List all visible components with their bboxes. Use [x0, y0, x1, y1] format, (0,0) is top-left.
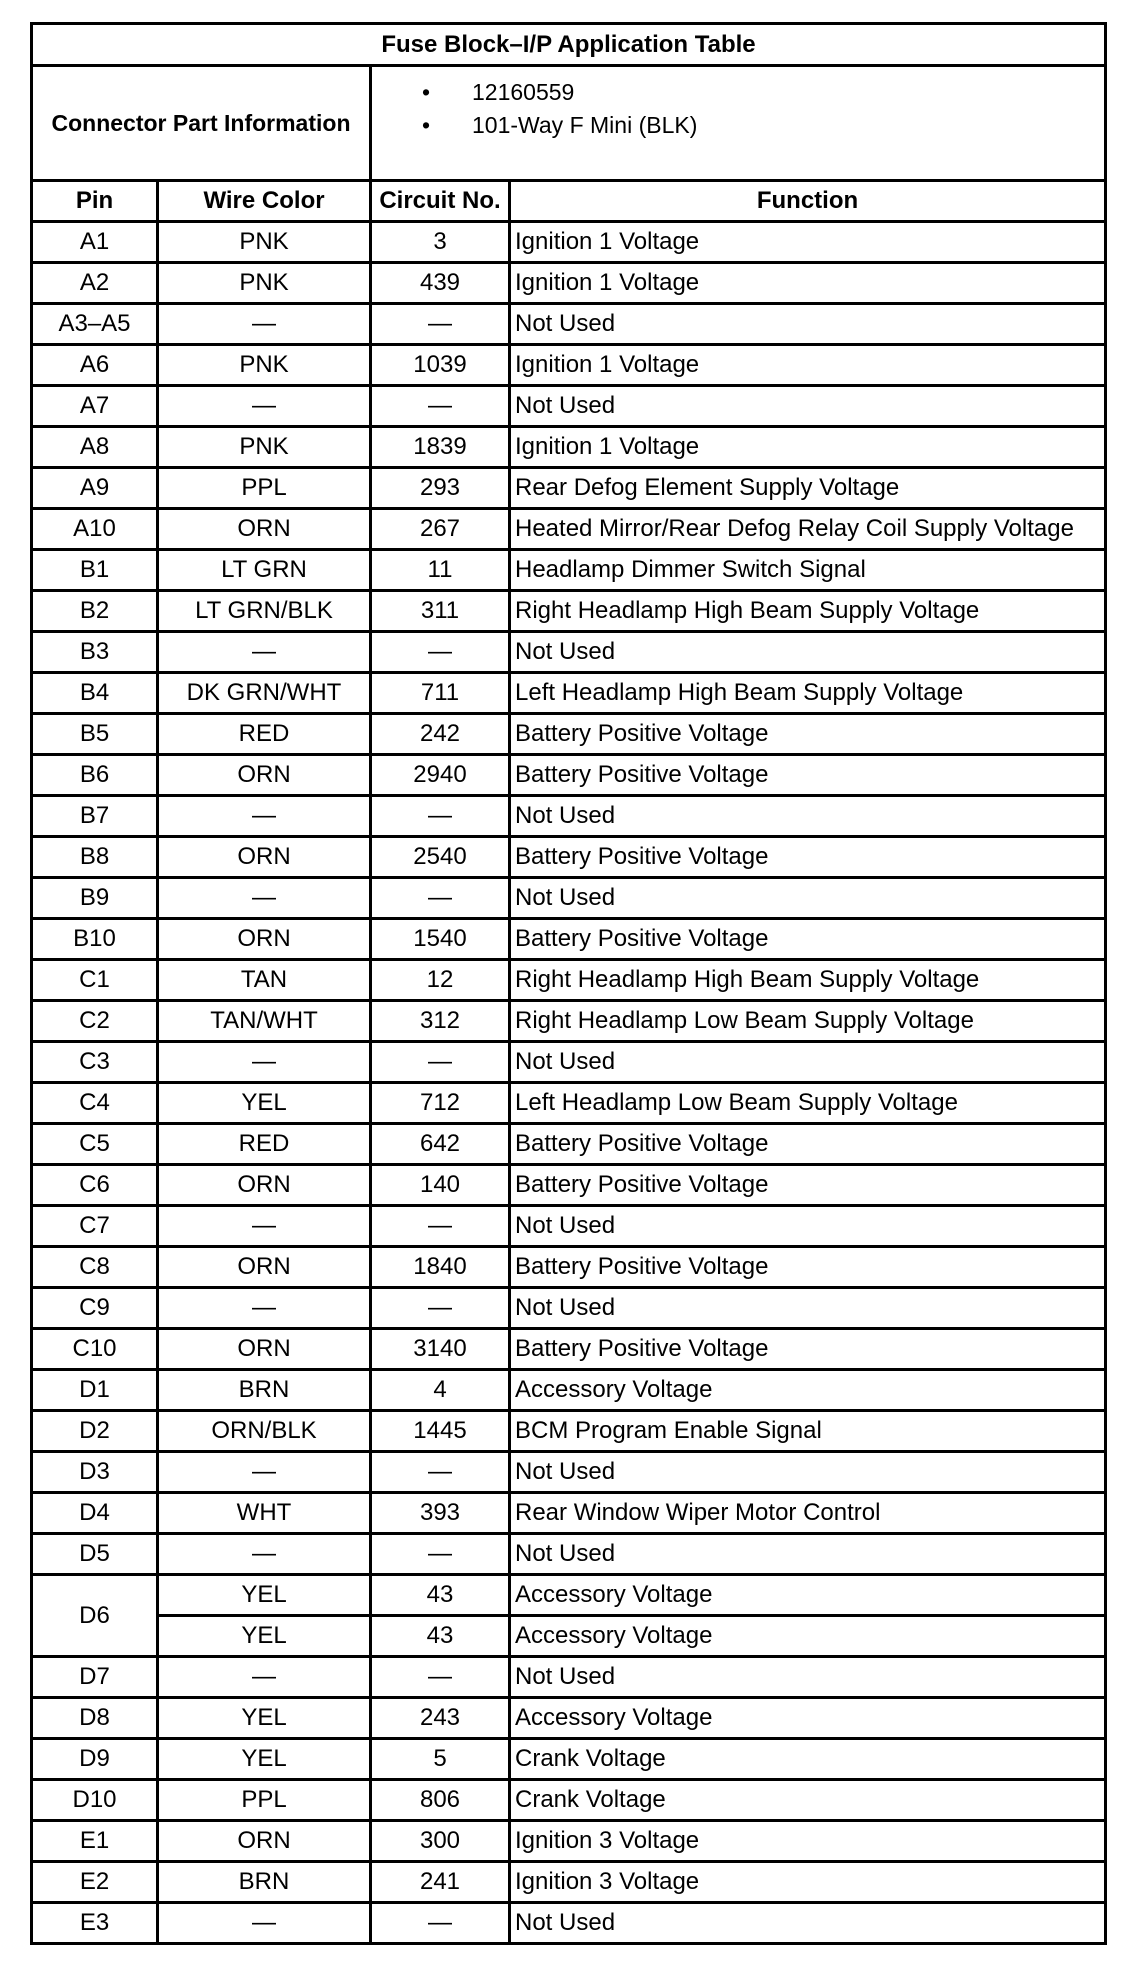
- circuit-number-cell: 1039: [371, 345, 510, 386]
- table-row: [32, 673, 1106, 714]
- circuit-number-cell: 712: [371, 1083, 510, 1124]
- circuit-number-cell: 11: [371, 550, 510, 591]
- circuit-number-cell: 806: [371, 1780, 510, 1821]
- circuit-number-cell: —: [371, 1452, 510, 1493]
- wire-color-cell: YEL: [158, 1739, 371, 1780]
- circuit-number-cell: 293: [371, 468, 510, 509]
- table-row: [32, 919, 1106, 960]
- table-row: [32, 1288, 1106, 1329]
- pin-cell: A7: [32, 386, 158, 427]
- table-row: [32, 837, 1106, 878]
- pin-cell: D8: [32, 1698, 158, 1739]
- wire-color-cell: YEL: [158, 1083, 371, 1124]
- table-row: [32, 468, 1106, 509]
- circuit-number-cell: 1839: [371, 427, 510, 468]
- wire-color-cell: PNK: [158, 345, 371, 386]
- circuit-number-cell: 3140: [371, 1329, 510, 1370]
- pin-cell: B9: [32, 878, 158, 919]
- table-row: [32, 427, 1106, 468]
- table-row: [32, 796, 1106, 837]
- wire-color-cell: BRN: [158, 1862, 371, 1903]
- wire-color-cell: LT GRN: [158, 550, 371, 591]
- connector-part-info: [371, 66, 1106, 181]
- function-cell: Right Headlamp Low Beam Supply Voltage: [510, 1001, 1106, 1042]
- pin-cell: E1: [32, 1821, 158, 1862]
- circuit-number-cell: —: [371, 1206, 510, 1247]
- wire-color-cell: —: [158, 1452, 371, 1493]
- circuit-number-cell: 43: [371, 1575, 510, 1616]
- wire-color-cell: TAN/WHT: [158, 1001, 371, 1042]
- wire-color-cell: ORN/BLK: [158, 1411, 371, 1452]
- circuit-number-cell: —: [371, 1657, 510, 1698]
- circuit-number-cell: 439: [371, 263, 510, 304]
- circuit-number-cell: 241: [371, 1862, 510, 1903]
- pin-cell: C2: [32, 1001, 158, 1042]
- table-row: [32, 960, 1106, 1001]
- table-row: [32, 1534, 1106, 1575]
- wire-color-cell: YEL: [158, 1616, 371, 1657]
- wire-color-cell: —: [158, 632, 371, 673]
- function-cell: Ignition 1 Voltage: [510, 222, 1106, 263]
- wire-color-cell: —: [158, 1206, 371, 1247]
- pin-cell: A9: [32, 468, 158, 509]
- function-cell: Not Used: [510, 1903, 1106, 1944]
- table-row: [32, 1083, 1106, 1124]
- pin-cell: B4: [32, 673, 158, 714]
- function-cell: Battery Positive Voltage: [510, 1329, 1106, 1370]
- pin-cell: C6: [32, 1165, 158, 1206]
- pin-cell: C4: [32, 1083, 158, 1124]
- table-row: [32, 1001, 1106, 1042]
- circuit-number-cell: 1445: [371, 1411, 510, 1452]
- wire-color-cell: —: [158, 1903, 371, 1944]
- wire-color-cell: YEL: [158, 1575, 371, 1616]
- connector-part-label: Connector Part Information: [32, 66, 371, 181]
- wire-color-cell: —: [158, 1534, 371, 1575]
- pin-cell: D7: [32, 1657, 158, 1698]
- circuit-number-cell: 5: [371, 1739, 510, 1780]
- pin-cell: C1: [32, 960, 158, 1001]
- circuit-number-cell: —: [371, 304, 510, 345]
- wire-color-cell: LT GRN/BLK: [158, 591, 371, 632]
- function-cell: Battery Positive Voltage: [510, 1124, 1106, 1165]
- function-cell: Accessory Voltage: [510, 1575, 1106, 1616]
- pin-cell: B3: [32, 632, 158, 673]
- circuit-number-cell: —: [371, 632, 510, 673]
- table-row: [32, 386, 1106, 427]
- wire-color-cell: ORN: [158, 1165, 371, 1206]
- column-header-function: Function: [510, 181, 1106, 222]
- table-title: Fuse Block–I/P Application Table: [32, 24, 1106, 66]
- function-cell: Not Used: [510, 1288, 1106, 1329]
- wire-color-cell: PNK: [158, 222, 371, 263]
- table-row: [32, 1821, 1106, 1862]
- function-cell: Accessory Voltage: [510, 1370, 1106, 1411]
- fuse-block-table: [30, 22, 1107, 1945]
- pin-cell: A2: [32, 263, 158, 304]
- function-cell: Left Headlamp Low Beam Supply Voltage: [510, 1083, 1106, 1124]
- pin-cell: A8: [32, 427, 158, 468]
- wire-color-cell: BRN: [158, 1370, 371, 1411]
- connector-part-number: • 12160559: [422, 81, 1104, 104]
- function-cell: Not Used: [510, 386, 1106, 427]
- circuit-number-cell: 642: [371, 1124, 510, 1165]
- circuit-number-cell: 312: [371, 1001, 510, 1042]
- pin-cell: C10: [32, 1329, 158, 1370]
- pin-cell: B2: [32, 591, 158, 632]
- connector-info-list: [422, 81, 1104, 137]
- wire-color-cell: ORN: [158, 1329, 371, 1370]
- function-cell: Crank Voltage: [510, 1739, 1106, 1780]
- pin-cell: C5: [32, 1124, 158, 1165]
- wire-color-cell: —: [158, 1657, 371, 1698]
- circuit-number-cell: 393: [371, 1493, 510, 1534]
- function-cell: BCM Program Enable Signal: [510, 1411, 1106, 1452]
- pin-cell: B10: [32, 919, 158, 960]
- table-row: [32, 1657, 1106, 1698]
- wire-color-cell: PPL: [158, 468, 371, 509]
- circuit-number-cell: 711: [371, 673, 510, 714]
- wire-color-cell: —: [158, 878, 371, 919]
- column-header-pin: Pin: [32, 181, 158, 222]
- wire-color-cell: ORN: [158, 919, 371, 960]
- function-cell: Ignition 1 Voltage: [510, 427, 1106, 468]
- function-cell: Battery Positive Voltage: [510, 919, 1106, 960]
- table-row: [32, 1411, 1106, 1452]
- circuit-number-cell: 1540: [371, 919, 510, 960]
- wire-color-cell: —: [158, 796, 371, 837]
- function-cell: Accessory Voltage: [510, 1698, 1106, 1739]
- wire-color-cell: —: [158, 1042, 371, 1083]
- circuit-number-cell: 243: [371, 1698, 510, 1739]
- circuit-number-cell: —: [371, 878, 510, 919]
- function-cell: Ignition 1 Voltage: [510, 345, 1106, 386]
- table-row: [32, 1903, 1106, 1944]
- pin-cell: A10: [32, 509, 158, 550]
- column-header-wire-color: Wire Color: [158, 181, 371, 222]
- pin-cell: A6: [32, 345, 158, 386]
- pin-cell: B6: [32, 755, 158, 796]
- function-cell: Accessory Voltage: [510, 1616, 1106, 1657]
- function-cell: Battery Positive Voltage: [510, 837, 1106, 878]
- circuit-number-cell: 2540: [371, 837, 510, 878]
- pin-cell: B8: [32, 837, 158, 878]
- table-row: [32, 304, 1106, 345]
- table-row: [32, 1124, 1106, 1165]
- function-cell: Not Used: [510, 1042, 1106, 1083]
- connector-type: • 101-Way F Mini (BLK): [422, 114, 1104, 137]
- wire-color-cell: ORN: [158, 837, 371, 878]
- table-row: [32, 1575, 1106, 1616]
- table-row: [32, 1862, 1106, 1903]
- table-row: [32, 1247, 1106, 1288]
- wire-color-cell: ORN: [158, 1821, 371, 1862]
- pin-cell: A1: [32, 222, 158, 263]
- pin-cell: D6: [32, 1575, 158, 1657]
- circuit-number-cell: 12: [371, 960, 510, 1001]
- function-cell: Not Used: [510, 1657, 1106, 1698]
- pin-cell: D3: [32, 1452, 158, 1493]
- circuit-number-cell: 311: [371, 591, 510, 632]
- function-cell: Not Used: [510, 304, 1106, 345]
- wire-color-cell: WHT: [158, 1493, 371, 1534]
- function-cell: Ignition 3 Voltage: [510, 1821, 1106, 1862]
- function-cell: Right Headlamp High Beam Supply Voltage: [510, 591, 1106, 632]
- circuit-number-cell: —: [371, 796, 510, 837]
- wire-color-cell: RED: [158, 1124, 371, 1165]
- function-cell: Ignition 1 Voltage: [510, 263, 1106, 304]
- function-cell: Battery Positive Voltage: [510, 755, 1106, 796]
- function-cell: Rear Defog Element Supply Voltage: [510, 468, 1106, 509]
- pin-cell: B7: [32, 796, 158, 837]
- column-header-circuit-no: Circuit No.: [371, 181, 510, 222]
- function-cell: Heated Mirror/Rear Defog Relay Coil Supply Voltage: [510, 509, 1106, 550]
- circuit-number-cell: 43: [371, 1616, 510, 1657]
- pin-cell: D2: [32, 1411, 158, 1452]
- pin-cell: C7: [32, 1206, 158, 1247]
- table-row: [32, 714, 1106, 755]
- table-row: [32, 1329, 1106, 1370]
- table-row: [32, 345, 1106, 386]
- wire-color-cell: ORN: [158, 755, 371, 796]
- table-row: [32, 1165, 1106, 1206]
- pin-cell: C8: [32, 1247, 158, 1288]
- function-cell: Rear Window Wiper Motor Control: [510, 1493, 1106, 1534]
- circuit-number-cell: —: [371, 1288, 510, 1329]
- circuit-number-cell: 4: [371, 1370, 510, 1411]
- circuit-number-cell: —: [371, 1042, 510, 1083]
- function-cell: Left Headlamp High Beam Supply Voltage: [510, 673, 1106, 714]
- function-cell: Not Used: [510, 878, 1106, 919]
- circuit-number-cell: 242: [371, 714, 510, 755]
- function-cell: Not Used: [510, 1534, 1106, 1575]
- pin-cell: D1: [32, 1370, 158, 1411]
- circuit-number-cell: 3: [371, 222, 510, 263]
- pin-cell: D9: [32, 1739, 158, 1780]
- wire-color-cell: DK GRN/WHT: [158, 673, 371, 714]
- pin-cell: B5: [32, 714, 158, 755]
- table-row: [32, 755, 1106, 796]
- wire-color-cell: PNK: [158, 427, 371, 468]
- wire-color-cell: YEL: [158, 1698, 371, 1739]
- circuit-number-cell: 2940: [371, 755, 510, 796]
- table-row: [32, 222, 1106, 263]
- table-row: [32, 1616, 1106, 1657]
- function-cell: Not Used: [510, 632, 1106, 673]
- function-cell: Battery Positive Voltage: [510, 1247, 1106, 1288]
- table-row: [32, 1780, 1106, 1821]
- table-row: [32, 591, 1106, 632]
- function-cell: Not Used: [510, 1206, 1106, 1247]
- wire-color-cell: —: [158, 304, 371, 345]
- table-row: [32, 1452, 1106, 1493]
- wire-color-cell: ORN: [158, 509, 371, 550]
- circuit-number-cell: 1840: [371, 1247, 510, 1288]
- table-row: [32, 1698, 1106, 1739]
- wire-color-cell: ORN: [158, 1247, 371, 1288]
- function-cell: Battery Positive Voltage: [510, 1165, 1106, 1206]
- pin-cell: D10: [32, 1780, 158, 1821]
- pin-cell: B1: [32, 550, 158, 591]
- function-cell: Headlamp Dimmer Switch Signal: [510, 550, 1106, 591]
- wire-color-cell: TAN: [158, 960, 371, 1001]
- function-cell: Not Used: [510, 796, 1106, 837]
- pin-cell: C3: [32, 1042, 158, 1083]
- wire-color-cell: PPL: [158, 1780, 371, 1821]
- fuse-block-table-container: [30, 22, 1104, 1945]
- table-body: [32, 222, 1106, 1944]
- wire-color-cell: —: [158, 386, 371, 427]
- table-row: [32, 1042, 1106, 1083]
- wire-color-cell: —: [158, 1288, 371, 1329]
- pin-cell: E2: [32, 1862, 158, 1903]
- circuit-number-cell: —: [371, 1534, 510, 1575]
- pin-cell: D4: [32, 1493, 158, 1534]
- function-cell: Ignition 3 Voltage: [510, 1862, 1106, 1903]
- function-cell: Right Headlamp High Beam Supply Voltage: [510, 960, 1106, 1001]
- circuit-number-cell: 267: [371, 509, 510, 550]
- pin-cell: C9: [32, 1288, 158, 1329]
- function-cell: Not Used: [510, 1452, 1106, 1493]
- table-row: [32, 263, 1106, 304]
- table-row: [32, 1206, 1106, 1247]
- pin-cell: E3: [32, 1903, 158, 1944]
- circuit-number-cell: —: [371, 386, 510, 427]
- table-row: [32, 509, 1106, 550]
- function-cell: Crank Voltage: [510, 1780, 1106, 1821]
- pin-cell: D5: [32, 1534, 158, 1575]
- pin-cell: A3–A5: [32, 304, 158, 345]
- table-row: [32, 878, 1106, 919]
- wire-color-cell: RED: [158, 714, 371, 755]
- circuit-number-cell: 300: [371, 1821, 510, 1862]
- table-row: [32, 1370, 1106, 1411]
- table-row: [32, 632, 1106, 673]
- circuit-number-cell: —: [371, 1903, 510, 1944]
- table-row: [32, 1493, 1106, 1534]
- table-row: [32, 550, 1106, 591]
- function-cell: Battery Positive Voltage: [510, 714, 1106, 755]
- table-row: [32, 1739, 1106, 1780]
- wire-color-cell: PNK: [158, 263, 371, 304]
- circuit-number-cell: 140: [371, 1165, 510, 1206]
